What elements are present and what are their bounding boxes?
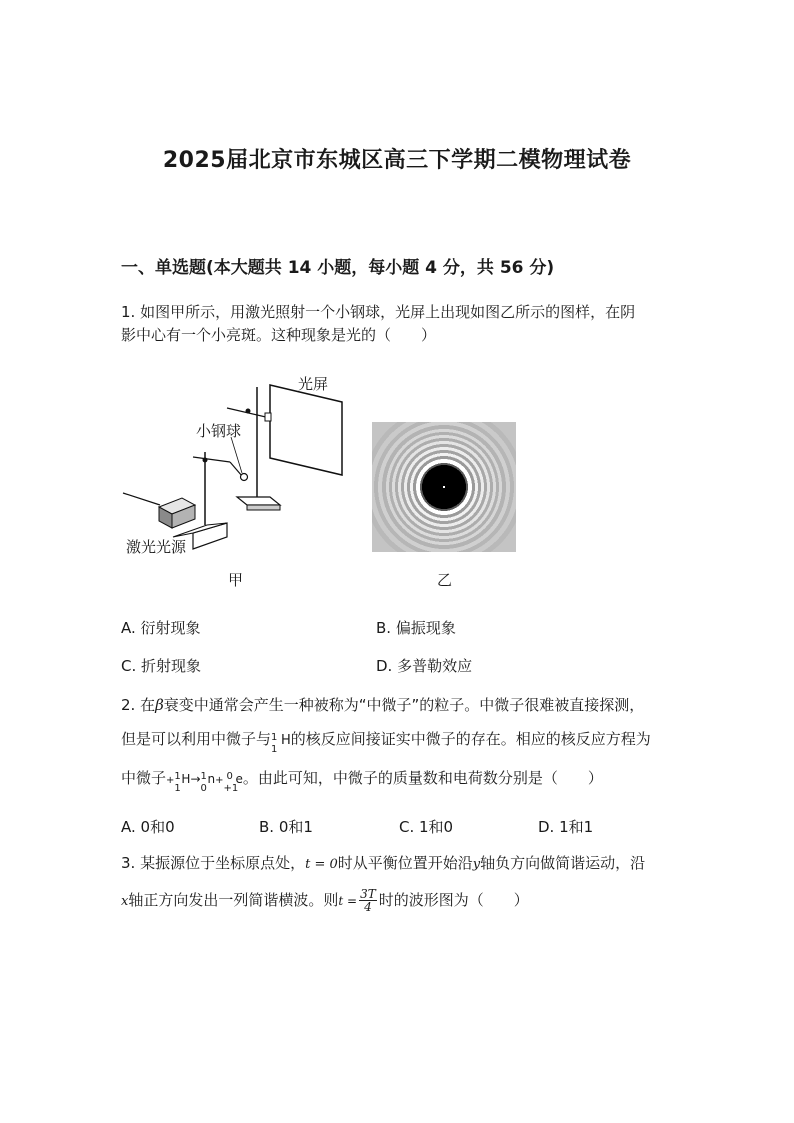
- q2-option-d[interactable]: D. 1和1: [538, 818, 594, 836]
- q2-option-c[interactable]: C. 1和0: [399, 818, 454, 836]
- screen-panel: [270, 385, 342, 475]
- neutron-nuclide: 1 0: [200, 770, 207, 794]
- x-axis-symbol: x: [121, 894, 129, 909]
- question-1-line-2: 影中心有一个小亮斑。这种现象是光的（ ）: [121, 326, 437, 344]
- q2-text: 中微子: [121, 769, 167, 787]
- q2-text: 。由此可知，中微子的质量数和电荷数分别是（ ）: [242, 769, 603, 787]
- steel-ball: [241, 474, 248, 481]
- q1-option-b[interactable]: B. 偏振现象: [376, 619, 456, 637]
- q1-option-c[interactable]: C. 折射现象: [121, 657, 202, 675]
- q2-text: 但是可以利用中微子与: [121, 730, 272, 748]
- label-screen: 光屏: [298, 375, 329, 393]
- question-2-line-2: 但是可以利用中微子与 1 1 H的核反应间接证实中微子的存在。相应的核反应方程为: [121, 730, 651, 755]
- y-axis-symbol: y: [472, 857, 481, 872]
- page-title: 2025届北京市东城区高三下学期二模物理试卷: [162, 148, 632, 173]
- q2-text: 2. 在: [121, 696, 156, 714]
- label-laser-source: 激光光源: [126, 538, 187, 556]
- q2-text: 衰变中通常会产生一种被称为“中微子”的粒子。中微子很难被直接探测，: [163, 696, 645, 714]
- q2-option-a[interactable]: A. 0和0: [121, 818, 175, 836]
- figure-label-yi: 乙: [437, 571, 453, 589]
- question-2-line-1: [121, 693, 644, 717]
- positron-nuclide: 0 +1: [223, 770, 239, 794]
- q2-text: 的核反应间接证实中微子的存在。相应的核反应方程为: [290, 730, 651, 748]
- q1-option-a[interactable]: A. 衍射现象: [121, 619, 201, 637]
- figure-label-jia: 甲: [228, 571, 244, 589]
- section-heading: 一、单选题(本大题共 14 小题，每小题 4 分，共 56 分): [121, 258, 555, 278]
- q1-option-d[interactable]: D. 多普勒效应: [376, 657, 473, 675]
- label-steel-ball: 小钢球: [196, 422, 242, 440]
- q2-option-b[interactable]: B. 0和1: [259, 818, 313, 836]
- fraction-3t-over-4: $\frac{3T}{4}$: [360, 887, 376, 914]
- question-1-line-1: 1. 如图甲所示，用激光照射一个小钢球，光屏上出现如图乙所示的图样，在阴: [121, 303, 636, 321]
- hydrogen-nuclide: 1 1: [271, 731, 278, 755]
- beta-symbol: β: [155, 696, 164, 714]
- question-2-line-3: 中微子+ 1 1 H→ 1 0 n+ 0 +1 e。由此可知，中微子的质量数和电荷数分别是（ ）: [121, 769, 603, 794]
- t-zero: t = 0: [305, 857, 338, 872]
- diffraction-pattern-image: [372, 422, 516, 552]
- question-3-line-1: 3. 某振源位于坐标原点处，t = 0时从平衡位置开始沿y轴负方向做简谐运动，沿: [121, 854, 646, 872]
- question-3-line-2: x轴正方向发出一列简谐横波。则t = $\frac{3T}{4}$ 时的波形图为（ ）: [121, 887, 529, 914]
- setup-diagram: [115, 365, 355, 565]
